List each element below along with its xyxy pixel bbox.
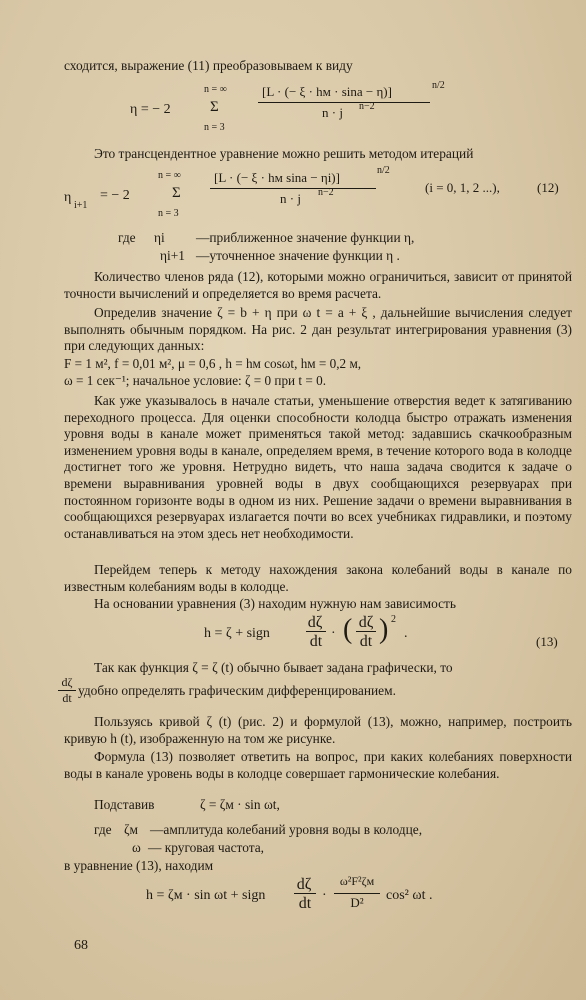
eq1-sum-bottom: n = 3 [204, 122, 225, 133]
diff-text: удобно определять графическим дифференцированием. [78, 683, 396, 698]
subst-expr: ζ = ζм · sin ωt, [200, 797, 280, 812]
eq12-lhs-sub: i+1 [74, 200, 88, 211]
eqf-frac2-den: D² [350, 895, 364, 910]
paragraph-method: Перейдем теперь к методу нахождения закона колебаний воды в канале по известным колебаниям воды в колодце. [64, 562, 572, 594]
paragraph-series-terms: Количество членов ряда (12), которыми можно ограничиться, зависит от принятой точности вычислений и определяется во время расчета. [64, 269, 572, 301]
page-number: 68 [74, 938, 88, 953]
eq1-denominator: n · j [322, 105, 343, 120]
paragraph-basis: На основании уравнения (3) находим нужную нам зависимость [94, 596, 457, 611]
eqf-tail: cos² ωt . [386, 888, 433, 903]
eq13-rpar: ) [379, 614, 389, 645]
diff-frac-den: dt [62, 691, 72, 705]
eq12-fraction-bar [210, 188, 376, 189]
eq12-num-exponent: n/2 [377, 165, 390, 176]
eq12-sum-bottom: n = 3 [158, 208, 179, 219]
eqf-frac2-bar [334, 893, 380, 894]
eqf-frac2-num: ω²F²ζм [339, 874, 375, 888]
eq12-lhs: η [64, 190, 72, 205]
where-word-1: где [118, 230, 136, 245]
paragraph-opening: Как уже указывалось в начале статьи, уменьшение отверстия ведет к затягиванию переходного процесса. Для оценки способности колодца быстро отражать изменения уровня воды в канале может применяться такой метод: задавшись скачкообразным изменением уровня воды в канале, определяем время, в течение которого вода в колодце достигнет того же уровня. Нетрудно видеть, что наша задача сводится к задаче о времени выравнивания уровней воды в двух сообщающихся резервуарах при постоянном горизонте воды в одном из них. Решение задачи о времени выравнивания в сообщающихся резервуарах излагается почти во всех учебниках гидравлики, и поэтому останавливаться на этом здесь нет необходимости. [64, 393, 572, 541]
eq13-dot: · [331, 626, 336, 641]
eqf-frac1-num: dζ [296, 876, 312, 893]
eq1-sigma: Σ [210, 99, 219, 115]
eq12-eq: = − 2 [100, 188, 130, 203]
eq12-denominator: n · j [280, 191, 301, 206]
eq1-num-exponent: n/2 [432, 80, 445, 91]
eq1-numerator: [L · (− ξ · hм · sina − η)] [262, 84, 392, 99]
paragraph-intro: сходится, выражение (11) преобразовываем к виду [64, 58, 353, 73]
eq1-lhs: η = − 2 [130, 102, 171, 117]
paragraph-curve: Пользуясь кривой ζ (t) (рис. 2) и формулой (13), можно, например, построить кривую h (t), изображенную на том же рисунке. [64, 714, 572, 746]
eq1-den-exponent: n−2 [359, 101, 375, 112]
eq13-frac2-den: dt [359, 633, 373, 650]
where-word-2: где [94, 822, 112, 837]
def-omega-symbol: ω [132, 840, 141, 855]
def-eta-i-symbol: ηi [154, 230, 165, 245]
eq1-sum-top: n = ∞ [204, 84, 227, 95]
eq12-numerator: [L · (− ξ · hм sina − ηi)] [214, 170, 340, 185]
subst-word: Подставив [94, 797, 155, 812]
def-zeta-symbol: ζм [124, 822, 139, 837]
def-omega-text: — круговая частота, [148, 840, 265, 855]
diff-frac-num: dζ [61, 675, 73, 689]
eqf-lhs: h = ζм · sin ωt + sign [146, 888, 266, 903]
paragraph-formula: Формула (13) позволяет ответить на вопрос, при каких колебаниях поверхности воды в канале уровень воды в колодце совершает гармонические колебания. [64, 749, 572, 781]
eq13-frac2-bar [356, 631, 376, 632]
eq12-condition: (i = 0, 1, 2 ...), [425, 180, 500, 195]
eq13-end: . [404, 626, 408, 641]
def-eta-i1-symbol: ηi+1 [160, 248, 185, 263]
eq13-lpar: ( [343, 614, 353, 645]
eq13-lhs: h = ζ + sign [204, 626, 270, 641]
eqf-frac1-den: dt [298, 895, 312, 912]
eq12-den-exponent: n−2 [318, 187, 334, 198]
eq1-fraction-bar [258, 102, 430, 103]
eq12-sum-top: n = ∞ [158, 170, 181, 181]
eq13-frac1-num: dζ [307, 614, 323, 631]
eq13-frac2-num: dζ [358, 614, 374, 631]
data-line-1: F = 1 м², f = 0,01 м², μ = 0,6 , h = hм cosωt, hм = 0,2 м, [64, 356, 362, 371]
paragraph-into-eq: в уравнение (13), находим [64, 858, 214, 873]
data-line-2: ω = 1 сек⁻¹; начальное условие: ζ = 0 при t = 0. [64, 373, 326, 388]
eq13-frac1-bar [306, 631, 326, 632]
eqf-dot: · [322, 888, 327, 903]
def-eta-i1-text: —уточненное значение функции η . [196, 248, 400, 263]
def-zeta-text: —амплитуда колебаний уровня воды в колодце, [150, 822, 423, 837]
eqf-frac1-bar [294, 893, 316, 894]
eq12-number: (12) [537, 180, 559, 195]
def-eta-i-text: —приближенное значение функции η, [196, 230, 415, 245]
paragraph-determine: Определив значение ζ = b + η при ω t = a + ξ , дальнейшие вычисления следует выполнять обычным порядком. На рис. 2 дан результат интегрирования уравнения (3) при следующих данных: [64, 305, 572, 354]
eq13-exponent: 2 [391, 614, 396, 625]
eq13-frac1-den: dt [309, 633, 323, 650]
paragraph-transcendent: Это трансцендентное уравнение можно решить методом итераций [94, 146, 474, 161]
eq12-sigma: Σ [172, 185, 181, 201]
paragraph-graphical: Так как функция ζ = ζ (t) обычно бывает задана графически, то [94, 660, 453, 675]
eq13-number: (13) [536, 634, 558, 649]
